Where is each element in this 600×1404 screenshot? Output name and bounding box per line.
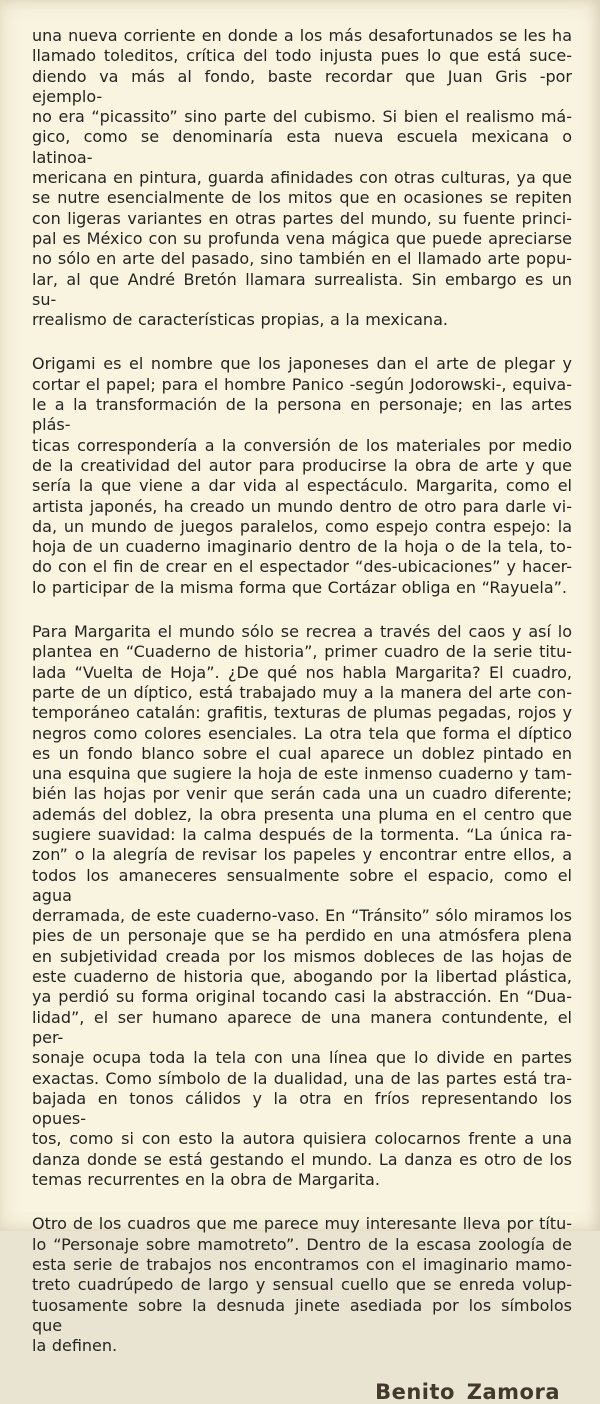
text-line: ya perdió su forma original tocando casi la abstracción. En “Dua- <box>32 987 572 1007</box>
text-line: no sólo en arte del pasado, sino también en el llamado arte popu- <box>32 249 572 269</box>
text-line: lar, al que André Bretón llamara surrealista. Sin embargo es un su- <box>32 269 572 309</box>
text-line: lidad”, el ser humano aparece de una manera contundente, el per- <box>32 1007 572 1047</box>
text-line: lada “Vuelta de Hoja”. ¿De qué nos habla Margarita? El cuadro, <box>32 662 572 682</box>
text-line: Origami es el nombre que los japoneses dan el arte de plegar y <box>32 354 572 374</box>
text-line: diendo va más al fondo, baste recordar que Juan Gris -por ejemplo- <box>32 66 572 106</box>
text-line: sugiere suavidad: la calma después de la tormenta. “La única ra- <box>32 824 572 844</box>
text-line: temas recurrentes en la obra de Margarita. <box>32 1170 380 1190</box>
text-line: bajada en tonos cálidos y la otra en fríos representando los opues- <box>32 1088 572 1129</box>
text-line: bién las hojas por venir que serán cada una un cuadro diferente; <box>32 784 572 804</box>
text-line: negros como colores esenciales. La otra tela que forma el díptico <box>32 723 572 743</box>
text-line: derramada, de este cuaderno-vaso. En “Tránsito” sólo miramos los <box>32 906 572 926</box>
text-line: se nutre esencialmente de los mitos que en ocasiones se repiten <box>32 188 572 208</box>
text-line: temporáneo catalán: grafitis, texturas de plumas pegadas, rojos y <box>32 703 572 723</box>
text-line: con ligeras variantes en otras partes del mundo, su fuente princi- <box>32 208 572 228</box>
text-block <box>32 26 572 1356</box>
text-line: le a la transformación de la persona en personaje; en las artes plás- <box>32 395 572 435</box>
text-line: además del doblez, la obra presenta una pluma en el centro que <box>32 804 572 824</box>
text-line: no era “picassito” sino parte del cubismo. Si bien el realismo má- <box>32 107 572 127</box>
text-line: zon” o la alegría de revisar los papeles y encontrar entre ellos, a <box>32 845 572 865</box>
author-signature: Benito Zamora <box>375 1380 560 1404</box>
text-line: una esquina que sugiere la hoja de este inmenso cuaderno y tam- <box>32 764 572 784</box>
paragraph <box>32 26 572 330</box>
text-line: ticas correspondería a la conversión de los materiales por medio <box>32 435 572 455</box>
text-line: rrealismo de características propias, a la mexicana. <box>32 310 448 330</box>
text-line: todos los amaneceres sensualmente sobre el espacio, como el agua <box>32 865 572 905</box>
text-line: gico, como se denominaría esta nueva escuela mexicana o latinoa- <box>32 127 572 167</box>
text-line: una nueva corriente en donde a los más desafortunados se les ha <box>32 26 572 45</box>
text-line: esta serie de trabajos nos encontramos con el imaginario mamo- <box>32 1254 572 1274</box>
text-line: parte de un díptico, está trabajado muy a la manera del arte con- <box>32 682 572 702</box>
text-line: Para Margarita el mundo sólo se recrea a través del caos y así lo <box>32 622 572 642</box>
text-line: tos, como si con esto la autora quisiera colocarnos frente a una <box>32 1129 572 1149</box>
text-line: hoja de un cuaderno imaginario dentro de la hoja o de la tela, to- <box>32 537 572 557</box>
text-line: pal es México con su profunda vena mágica que puede apreciarse <box>32 228 572 248</box>
text-line: plantea en “Cuaderno de historia”, primer cuadro de la serie titu- <box>32 642 572 662</box>
text-line: exactas. Como símbolo de la dualidad, una de las partes está tra- <box>32 1068 572 1088</box>
text-line: da, un mundo de juegos paralelos, como espejo contra espejo: la <box>32 516 572 536</box>
text-line: danza donde se está gestando el mundo. La danza es otro de los <box>32 1149 572 1169</box>
text-line: lo “Personaje sobre mamotreto”. Dentro de la escasa zoología de <box>32 1234 572 1254</box>
text-line: pies de un personaje que se ha perdido en una atmósfera plena <box>32 926 572 946</box>
text-line: tuosamente sobre la desnuda jinete asediada por los símbolos que <box>32 1295 572 1335</box>
text-line: llamado toleditos, crítica del todo injusta pues lo que está suce- <box>32 46 572 66</box>
text-line: cortar el papel; para el hombre Panico -según Jodorowski-, equiva- <box>32 374 572 394</box>
text-line: lo participar de la misma forma que Cortázar obliga en “Rayuela”. <box>32 577 568 597</box>
paragraph <box>32 1214 572 1356</box>
paragraph <box>32 354 572 598</box>
text-line: do con el fin de crear en el espectador “des-ubicaciones” y hacer- <box>32 557 572 577</box>
paragraph <box>32 622 572 1190</box>
text-line: de la creatividad del autor para producirse la obra de arte y que <box>32 455 572 475</box>
text-line: sonaje ocupa toda la tela con una línea que lo divide en partes <box>32 1048 572 1068</box>
text-line: la definen. <box>32 1336 118 1356</box>
text-line: es un fondo blanco sobre el cual aparece un doblez pintado en <box>32 743 572 763</box>
text-line: artista japonés, ha creado un mundo dentro de otro para darle vi- <box>32 496 572 516</box>
text-line: treto cuadrúpedo de largo y sensual cuello que se enreda volup- <box>32 1275 572 1295</box>
text-line: sería la que viene a dar vida al espectáculo. Margarita, como el <box>32 476 572 496</box>
text-line: mericana en pintura, guarda afinidades con otras culturas, ya que <box>32 168 572 188</box>
text-line: en subjetividad creada por los mismos dobleces de las hojas de <box>32 946 572 966</box>
text-line: Otro de los cuadros que me parece muy interesante lleva por títu- <box>32 1214 572 1234</box>
text-line: este cuaderno de historia que, abogando por la libertad plástica, <box>32 967 572 987</box>
